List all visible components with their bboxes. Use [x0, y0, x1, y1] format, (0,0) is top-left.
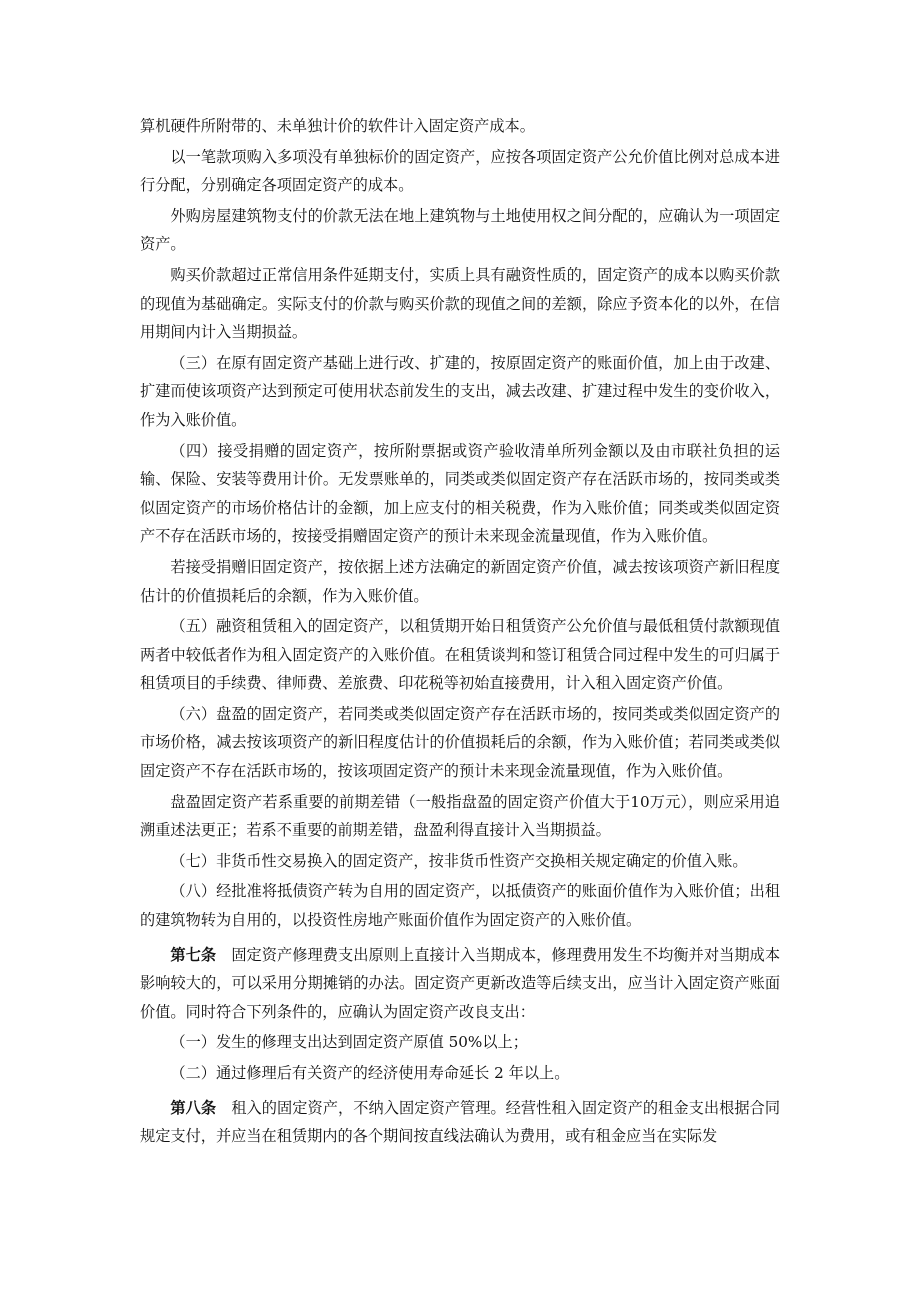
article-7-item-1: （一）发生的修理支出达到固定资产原值 50%以上； [170, 1033, 528, 1052]
paragraph: （四）接受捐赠的固定资产，按所附票据或资产验收清单所列金额以及由市联社负担的运输、保险、安装等费用计价。无发票账单的，同类或类似固定资产存在活跃市场的，按同类或类似固定资产的市场价格估计的金额，加上应支付的相关税费，作为入账价值；同类或类似固定资产不存在活跃市场的，按接受捐赠固定资产的预计未来现金流量现值，作为入账价值。 [140, 441, 780, 546]
paragraph: （五）融资租赁租入的固定资产，以租赁期开始日租赁资产公允价值与最低租赁付款额现值两者中较低者作为租入固定资产的入账价值。在租赁谈判和签订租赁合同过程中发生的可归属于租赁项目的手续费、律师费、差旅费、印花税等初始直接费用，计入租入固定资产价值。 [140, 617, 780, 693]
paragraph: 购买价款超过正常信用条件延期支付，实质上具有融资性质的，固定资产的成本以购买价款的现值为基础确定。实际支付的价款与购买价款的现值之间的差额，除应予资本化的以外，在信用期间内计入当期损益。 [140, 265, 780, 342]
article-8-number: 第八条 [170, 1098, 217, 1117]
article-8-text: 租入的固定资产，不纳入固定资产管理。经营性租入固定资产的租金支出根据合同规定支付，并应当在租赁期内的各个期间按直线法确认为费用，或有租金应当在实际发 [140, 1098, 781, 1146]
paragraph: 若接受捐赠旧固定资产，按依据上述方法确定的新固定资产价值，减去按该项资产新旧程度估计的价值损耗后的余额，作为入账价值。 [140, 557, 780, 605]
paragraph: （七）非货币性交易换入的固定资产，按非货币性资产交换相关规定确定的价值入账。 [170, 851, 748, 870]
article-7 [140, 941, 780, 1027]
paragraph: 算机硬件所附带的、未单独计价的软件计入固定资产成本。 [140, 117, 535, 135]
article-7-text: 固定资产修理费支出原则上直接计入当期成本，修理费用发生不均衡并对当期成本影响较大的，可以采用分期摊销的办法。固定资产更新改造等后续支出，应当计入固定资产账面价值。同时符合下列条件的，应确认为固定资产改良支出： [140, 945, 781, 1021]
paragraph: 外购房屋建筑物支付的价款无法在地上建筑物与土地使用权之间分配的，应确认为一项固定资产。 [140, 206, 780, 254]
paragraph: （八）经批准将抵债资产转为自用的固定资产，以抵债资产的账面价值作为入账价值；出租的建筑物转为自用的，以投资性房地产账面价值作为固定资产的入账价值。 [140, 882, 780, 930]
paragraph: （三）在原有固定资产基础上进行改、扩建的，按原固定资产的账面价值，加上由于改建、扩建而使该项资产达到预定可使用状态前发生的支出，减去改建、扩建过程中发生的变价收入，作为入账价值。 [140, 353, 780, 429]
article-7-number: 第七条 [170, 945, 217, 964]
article-8 [140, 1094, 780, 1151]
article-7-item-2: （二）通过修理后有关资产的经济使用寿命延长 2 年以上。 [170, 1064, 570, 1082]
paragraph: 以一笔款项购入多项没有单独标价的固定资产，应按各项固定资产公允价值比例对总成本进行分配，分别确定各项固定资产的成本。 [140, 147, 780, 195]
document-body [140, 112, 780, 1153]
paragraph: 盘盈固定资产若系重要的前期差错（一般指盘盈的固定资产价值大于10万元），则应采用追溯重述法更正；若系不重要的前期差错，盘盈利得直接计入当期损益。 [140, 792, 780, 840]
paragraph: （六）盘盈的固定资产，若同类或类似固定资产存在活跃市场的，按同类或类似固定资产的市场价格，减去按该项资产的新旧程度估计的价值损耗后的余额，作为入账价值；若同类或类似固定资产不存在活跃市场的，按该项固定资产的预计未来现金流量现值，作为入账价值。 [140, 704, 780, 781]
